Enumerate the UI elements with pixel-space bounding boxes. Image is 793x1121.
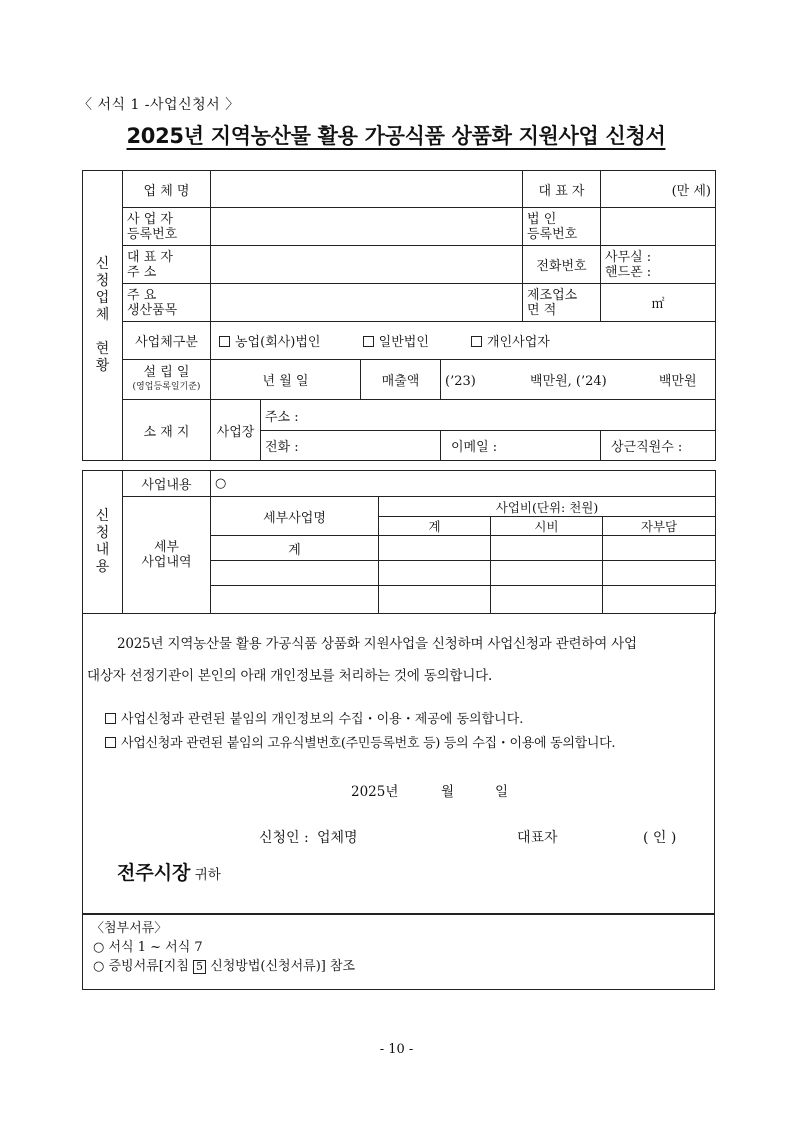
budget-header: 사업비(단위: 천원)	[379, 497, 716, 517]
detail-row-cell[interactable]	[211, 586, 379, 614]
address-field[interactable]: 주소 :	[261, 400, 716, 431]
consent-item-personal-info[interactable]: 사업신청과 관련된 붙임의 개인정보의 수집・이용・제공에 동의합니다.	[105, 708, 523, 727]
factory-area-field[interactable]: ㎡	[601, 284, 716, 322]
budget-col-city: 시비	[491, 517, 603, 536]
consent-paragraph-line2: 대상자 선정기관이 본인의 아래 개인정보를 처리하는 것에 동의합니다.	[87, 668, 493, 684]
corp-reg-field[interactable]	[601, 208, 716, 246]
applicant-label: 신청인 :	[259, 830, 309, 846]
biz-reg-label: 사 업 자 등록번호	[123, 208, 211, 246]
detail-name-header: 세부사업명	[211, 497, 379, 536]
biz-content-field[interactable]: ○	[211, 471, 716, 497]
date-month: 월	[441, 784, 455, 800]
applicant-section-side-label: 신 청 업 체 현 황	[83, 171, 123, 461]
ceo-address-field[interactable]	[211, 246, 523, 284]
checkbox-icon[interactable]	[363, 336, 374, 347]
applicant-info-table	[82, 170, 716, 461]
location-label: 소 재 지	[123, 400, 211, 461]
consent-section	[82, 612, 715, 914]
age-text: (만 세)	[671, 183, 711, 199]
ceo-label: 대 표 자	[523, 171, 601, 208]
biz-type-options	[211, 322, 716, 360]
tel-field[interactable]: 전화 :	[261, 431, 441, 461]
detail-row-cell[interactable]	[491, 586, 603, 614]
detail-label: 세부 사업내역	[123, 497, 211, 614]
est-date-label: 설 립 일 (영업등록일기준)	[123, 360, 211, 400]
checkbox-icon[interactable]	[471, 336, 482, 347]
phone-field[interactable]: 사무실 : 핸드폰 :	[601, 246, 716, 284]
recipient: 전주시장 귀하	[117, 862, 221, 884]
biz-type-option-sole-prop[interactable]: 개인사업자	[471, 335, 550, 350]
ceo-address-label: 대 표 자 주 소	[123, 246, 211, 284]
biz-type-option-agri-corp[interactable]: 농업(회사)법인	[219, 335, 321, 350]
main-product-field[interactable]	[211, 284, 523, 322]
phone-label: 전화번호	[523, 246, 601, 284]
application-content-table	[82, 470, 716, 614]
date-day: 일	[495, 784, 509, 800]
biz-content-label: 사업내용	[123, 471, 211, 497]
company-name-field[interactable]	[211, 171, 523, 208]
company-label: 업체명	[317, 830, 358, 846]
site-label: 사업장	[211, 400, 261, 461]
total-row-cell[interactable]	[379, 536, 491, 561]
budget-col-total: 계	[379, 517, 491, 536]
total-row-cell[interactable]	[603, 536, 716, 561]
attachment-item: ○ 증빙서류[지침 5 신청방법(신청서류)] 참조	[93, 959, 356, 974]
checkbox-icon[interactable]	[219, 336, 230, 347]
company-name-label: 업 체 명	[123, 171, 211, 208]
application-section-side-label: 신 청 내 용	[83, 471, 123, 614]
sales-label: 매출액	[361, 360, 441, 400]
attachments-header: 〈첨부서류〉	[91, 921, 168, 936]
attachment-item: ○ 서식 1 ~ 서식 7	[93, 940, 203, 955]
biz-type-label: 사업체구분	[123, 322, 211, 360]
main-product-label: 주 요 생산품목	[123, 284, 211, 322]
est-date-field[interactable]: 년 월 일	[211, 360, 361, 400]
email-field[interactable]: 이메일 :	[441, 431, 601, 461]
detail-row-cell[interactable]	[379, 561, 491, 586]
sales-field[interactable]: (’23) 백만원, (’24) 백만원	[441, 360, 716, 400]
attachments-section	[82, 914, 715, 990]
detail-row-cell[interactable]	[379, 586, 491, 614]
checkbox-icon[interactable]	[105, 713, 116, 724]
date-year: 2025년	[351, 784, 399, 800]
factory-area-label: 제조업소 면 적	[523, 284, 601, 322]
rep-label: 대표자	[517, 830, 558, 846]
page-title: 2025년 지역농산물 활용 가공식품 상품화 지원사업 신청서	[126, 124, 666, 148]
consent-item-unique-id[interactable]: 사업신청과 관련된 붙임의 고유식별번호(주민등록번호 등) 등의 수집・이용에 동의합니다.	[105, 732, 615, 751]
page-number: - 10 -	[379, 1042, 414, 1057]
total-row-label: 계	[211, 536, 379, 561]
checkbox-icon[interactable]	[105, 737, 116, 748]
biz-reg-field[interactable]	[211, 208, 523, 246]
budget-col-self: 자부담	[603, 517, 716, 536]
seal-label: ( 인 )	[643, 830, 677, 846]
consent-paragraph-line1: 2025년 지역농산물 활용 가공식품 상품화 지원사업을 신청하며 사업신청과 관련하여 사업	[117, 636, 637, 652]
biz-type-option-general-corp[interactable]: 일반법인	[363, 335, 429, 350]
total-row-cell[interactable]	[491, 536, 603, 561]
detail-row-cell[interactable]	[603, 586, 716, 614]
detail-row-cell[interactable]	[491, 561, 603, 586]
detail-row-cell[interactable]	[211, 561, 379, 586]
ceo-field[interactable]	[601, 171, 716, 208]
form-number-label: 〈 서식 1 -사업신청서 〉	[78, 97, 240, 113]
detail-row-cell[interactable]	[603, 561, 716, 586]
corp-reg-label: 법 인 등록번호	[523, 208, 601, 246]
staff-count-field[interactable]: 상근직원수 :	[601, 431, 716, 461]
